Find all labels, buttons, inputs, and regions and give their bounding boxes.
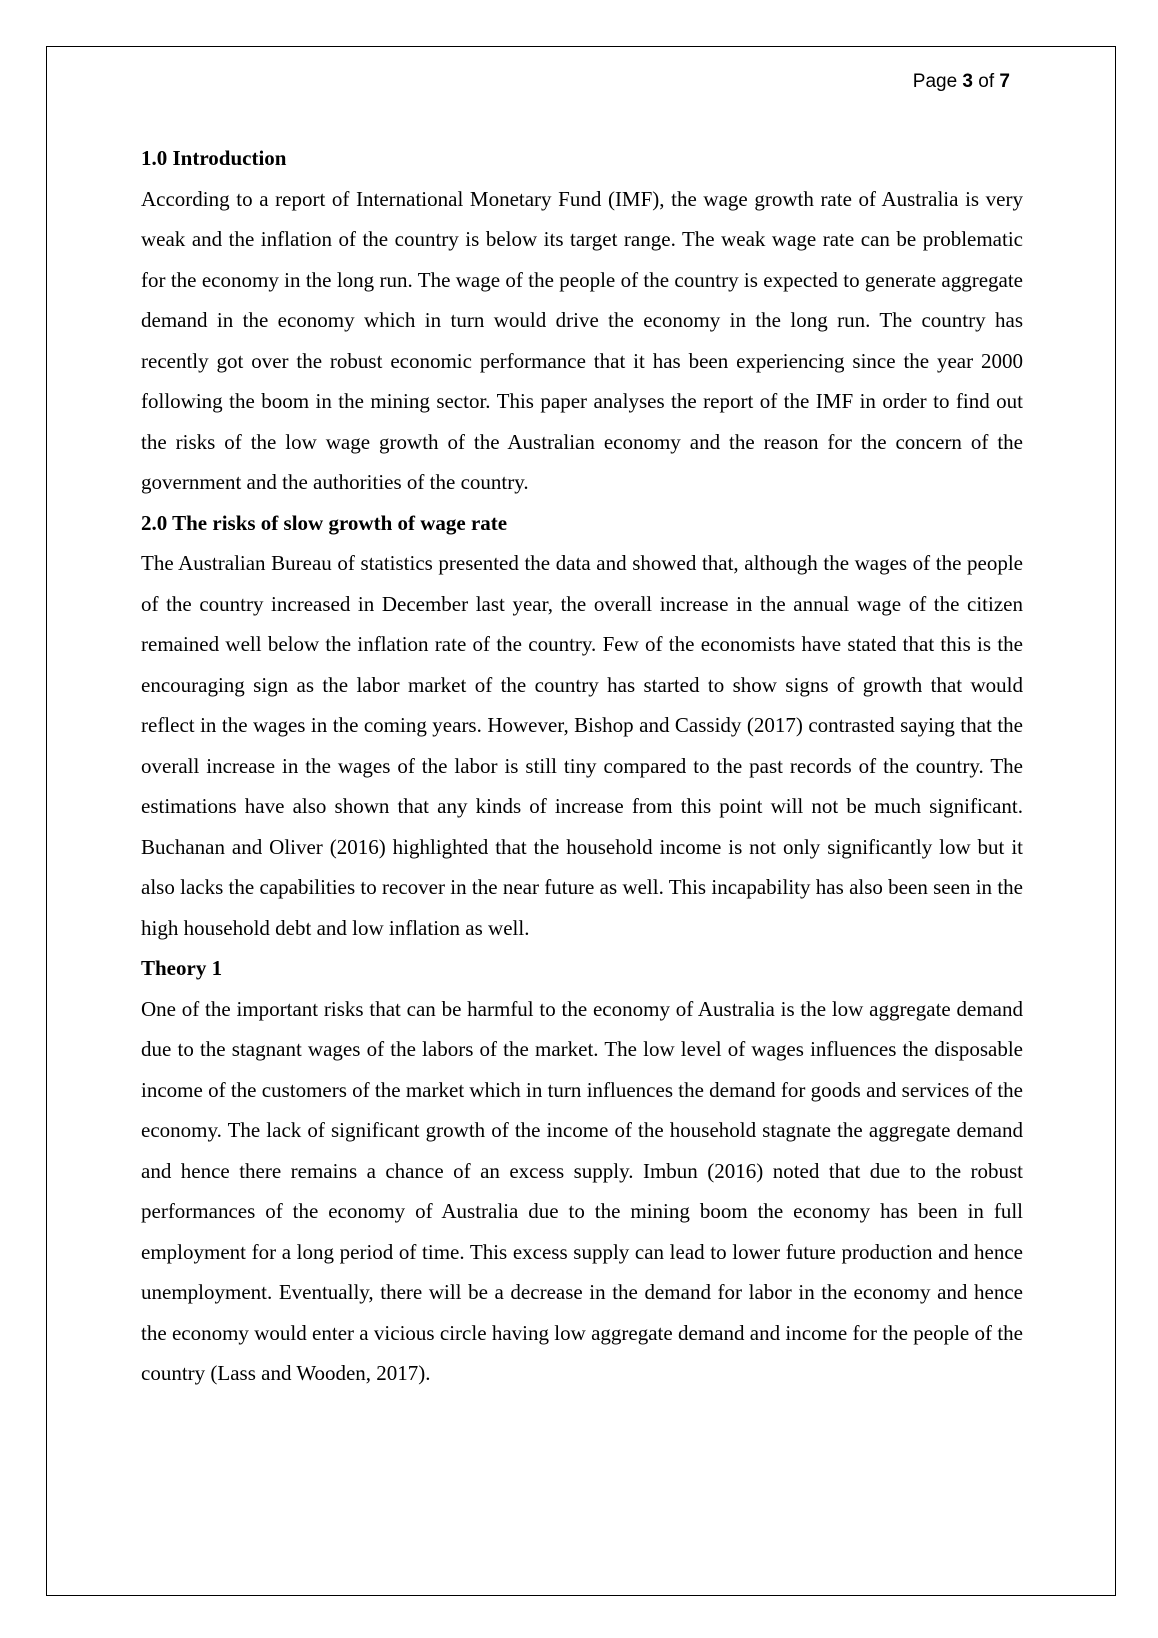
risks-heading: 2.0 The risks of slow growth of wage rate (141, 510, 508, 535)
current-page-number: 3 (962, 71, 973, 92)
page-label: Page (912, 71, 958, 92)
of-label: of (978, 71, 995, 92)
document-body (141, 138, 1023, 1394)
introduction-paragraph: According to a report of International Monetary Fund (IMF), the wage growth rate of Australia is very weak and the inflation of the country is below its target range. The weak wage rate can be problematic for the economy in the long run. The wage of the people of the country is expected to generate aggregate demand in the economy which in turn would drive the economy in the long run. The country has recently got over the robust economic performance that it has been experiencing since the year 2000 following the boom in the mining sector. This paper analyses the report of the IMF in order to find out the risks of the low wage growth of the Australian economy and the reason for the concern of the government and the authorities of the country. (141, 186, 1023, 494)
theory1-paragraph: One of the important risks that can be harmful to the economy of Australia is the low aggregate demand due to the stagnant wages of the labors of the market. The low level of wages influences the disposable income of the customers of the market which in turn influences the demand for goods and services of the economy. The lack of significant growth of the income of the household stagnate the aggregate demand and hence there remains a chance of an excess supply. Imbun (2016) noted that due to the robust performances of the economy of Australia due to the mining boom the economy has been in full employment for a long period of time. This excess supply can lead to lower future production and hence unemployment. Eventually, there will be a decrease in the demand for labor in the economy and hence the economy would enter a vicious circle having low aggregate demand and income for the people of the country (Lass and Wooden, 2017). (141, 996, 1023, 1385)
page-number-header (913, 70, 1010, 94)
total-pages-number: 7 (999, 71, 1010, 92)
theory1-heading: Theory 1 (141, 956, 223, 980)
risks-paragraph: The Australian Bureau of statistics presented the data and showed that, although the wages of the people of the country increased in December last year, the overall increase in the annual wage of the citizen remained well below the inflation rate of the country. Few of the economists have stated that this is the encouraging sign as the labor market of the country has started to show signs of growth that would reflect in the wages in the coming years. However, Bishop and Cassidy (2017) contrasted saying that the overall increase in the wages of the labor is still tiny compared to the past records of the country. The estimations have also shown that any kinds of increase from this point will not be much significant. Buchanan and Oliver (2016) highlighted that the household income is not only significantly low but it also lacks the capabilities to recover in the near future as well. This incapability has also been seen in the high household debt and low inflation as well. (141, 551, 1023, 940)
introduction-heading: 1.0 Introduction (141, 146, 287, 170)
